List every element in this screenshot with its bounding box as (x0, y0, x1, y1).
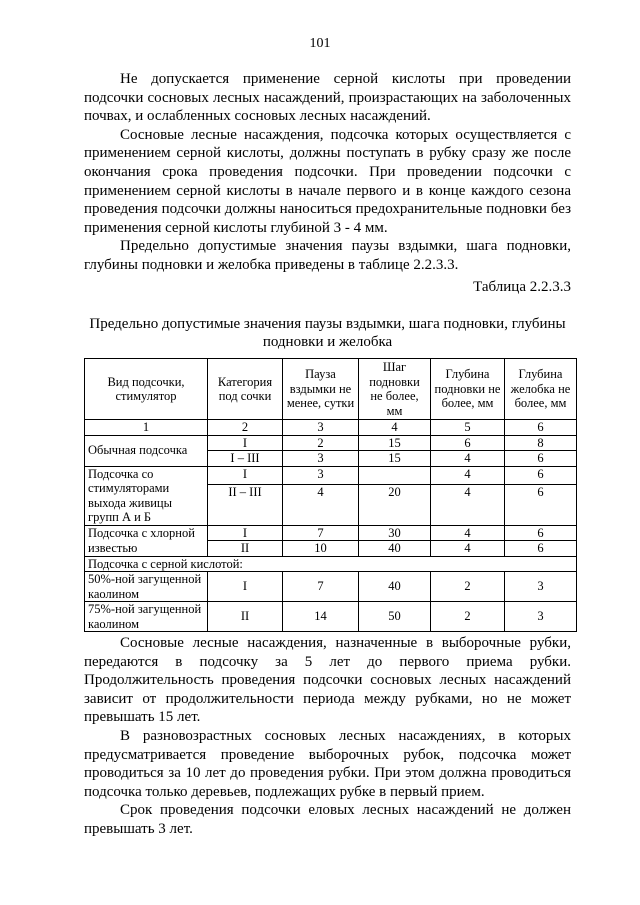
group-name-cell: 75%-ной загущенной каолином (85, 602, 208, 632)
header-cell: Вид подсочки, стимулятор (85, 359, 208, 420)
table-cell: 30 (359, 525, 431, 541)
paragraph: Срок проведения подсочки еловых лесных насаждений не должен превышать 3 лет. (84, 802, 571, 837)
group-name-cell: Обычная подсочка (85, 435, 208, 466)
table-cell: 3 (505, 572, 577, 602)
table-cell: 4 (431, 451, 505, 467)
header-cell: Глубина желобка не более, мм (505, 359, 577, 420)
table-cell: 6 (431, 435, 505, 451)
table-header-row (85, 359, 577, 420)
column-number-cell: 6 (505, 420, 577, 436)
paragraph: В разновозрастных сосновых лесных насаждениях, в которых предусматривается проведение выборочных рубок, подсочка может проводиться за 10 лет до проведения рубки. При этом должна проводиться подсочка только деревьев, подлежащих рубке в первый прием. (84, 727, 571, 800)
table-cell: I (208, 572, 283, 602)
header-cell: Пауза вздымки не менее, сутки (283, 359, 359, 420)
table-cell: I (208, 525, 283, 541)
table-cell: 15 (359, 435, 431, 451)
paragraph: Не допускается применение серной кислоты при проведении подсочки сосновых лесных насаждений, произрастающих на заболоченных почвах, и ослабленных сосновых лесных насаждений. (84, 71, 571, 125)
table-cell: 15 (359, 451, 431, 467)
table-cell: 6 (505, 466, 577, 484)
column-number-cell: 5 (431, 420, 505, 436)
table-cell: 7 (283, 572, 359, 602)
paragraph: Предельно допустимые значения паузы вздымки, шага подновки, глубины подновки и желобка приведены в таблице 2.2.3.3. (84, 238, 571, 273)
table-cell: 40 (359, 541, 431, 557)
table-cell: 4 (283, 484, 359, 525)
table-cell: 6 (505, 541, 577, 557)
table-cell: 4 (431, 484, 505, 525)
table-cell: 6 (505, 525, 577, 541)
table-cell: 4 (431, 541, 505, 557)
body-text-after-table (84, 634, 571, 839)
header-cell: Шаг подновки не более, мм (359, 359, 431, 420)
table-cell: I – III (208, 451, 283, 467)
table-cell: 2 (283, 435, 359, 451)
section-label-cell: Подсочка с серной кислотой: (85, 556, 577, 572)
table-cell: 4 (431, 525, 505, 541)
table-row (85, 602, 577, 632)
table-cell: 3 (505, 602, 577, 632)
table-cell: 10 (283, 541, 359, 557)
column-number-row (85, 420, 577, 436)
table-cell: 6 (505, 484, 577, 525)
table-title: Предельно допустимые значения паузы вздымки, шага подновки, глубины подновки и желобка (89, 316, 566, 350)
table-cell: 20 (359, 484, 431, 525)
column-number-cell: 1 (85, 420, 208, 436)
paragraph: Сосновые лесные насаждения, подсочка которых осуществляется с применением серной кислоты, должны поступать в рубку сразу же после окончания срока проведения подсочки. При проведении подсочки с применением серной кислоты в начале первого и в конце каждого сезона проведения подсочки должны наноситься предохранительные подновки без применения серной кислоты глубиной 3 - 4 мм. (84, 126, 571, 236)
column-number-cell: 2 (208, 420, 283, 436)
table-cell: II (208, 541, 283, 557)
table-cell: 2 (431, 572, 505, 602)
group-name-cell: 50%-ной загущенной каолином (85, 572, 208, 602)
table-cell: 8 (505, 435, 577, 451)
paragraph: Сосновые лесные насаждения, назначенные в выборочные рубки, передаются в подсочку за 5 лет до первого приема рубки. Продолжительность проведения подсочки сосновых лесных насаждений зависит от продолжительности периода между рубками, но не может превышать 15 лет. (84, 635, 571, 726)
group-name-cell: Подсочка со стимуляторами выхода живицы групп А и Б (85, 466, 208, 525)
table-cell: 7 (283, 525, 359, 541)
body-text-before-table (84, 70, 571, 275)
group-name-cell: Подсочка с хлорной известью (85, 525, 208, 556)
table-row (85, 466, 577, 484)
table-row (85, 525, 577, 541)
table-cell: 2 (431, 602, 505, 632)
norms-table (84, 358, 577, 632)
table-cell: I (208, 466, 283, 484)
table-label: Таблица 2.2.3.3 (473, 279, 571, 295)
table-row (85, 435, 577, 451)
table-row (85, 572, 577, 602)
table-cell: 4 (431, 466, 505, 484)
table-cell: I (208, 435, 283, 451)
page-number: 101 (309, 36, 331, 51)
table-cell: 3 (283, 451, 359, 467)
table-cell: II (208, 602, 283, 632)
table-cell: 14 (283, 602, 359, 632)
table-cell: 3 (283, 466, 359, 484)
column-number-cell: 3 (283, 420, 359, 436)
header-cell: Категория под сочки (208, 359, 283, 420)
table-cell (359, 466, 431, 484)
header-cell: Глубина подновки не более, мм (431, 359, 505, 420)
table-cell: 40 (359, 572, 431, 602)
column-number-cell: 4 (359, 420, 431, 436)
table-cell: II – III (208, 484, 283, 525)
section-row (85, 556, 577, 572)
table-cell: 50 (359, 602, 431, 632)
table-cell: 6 (505, 451, 577, 467)
